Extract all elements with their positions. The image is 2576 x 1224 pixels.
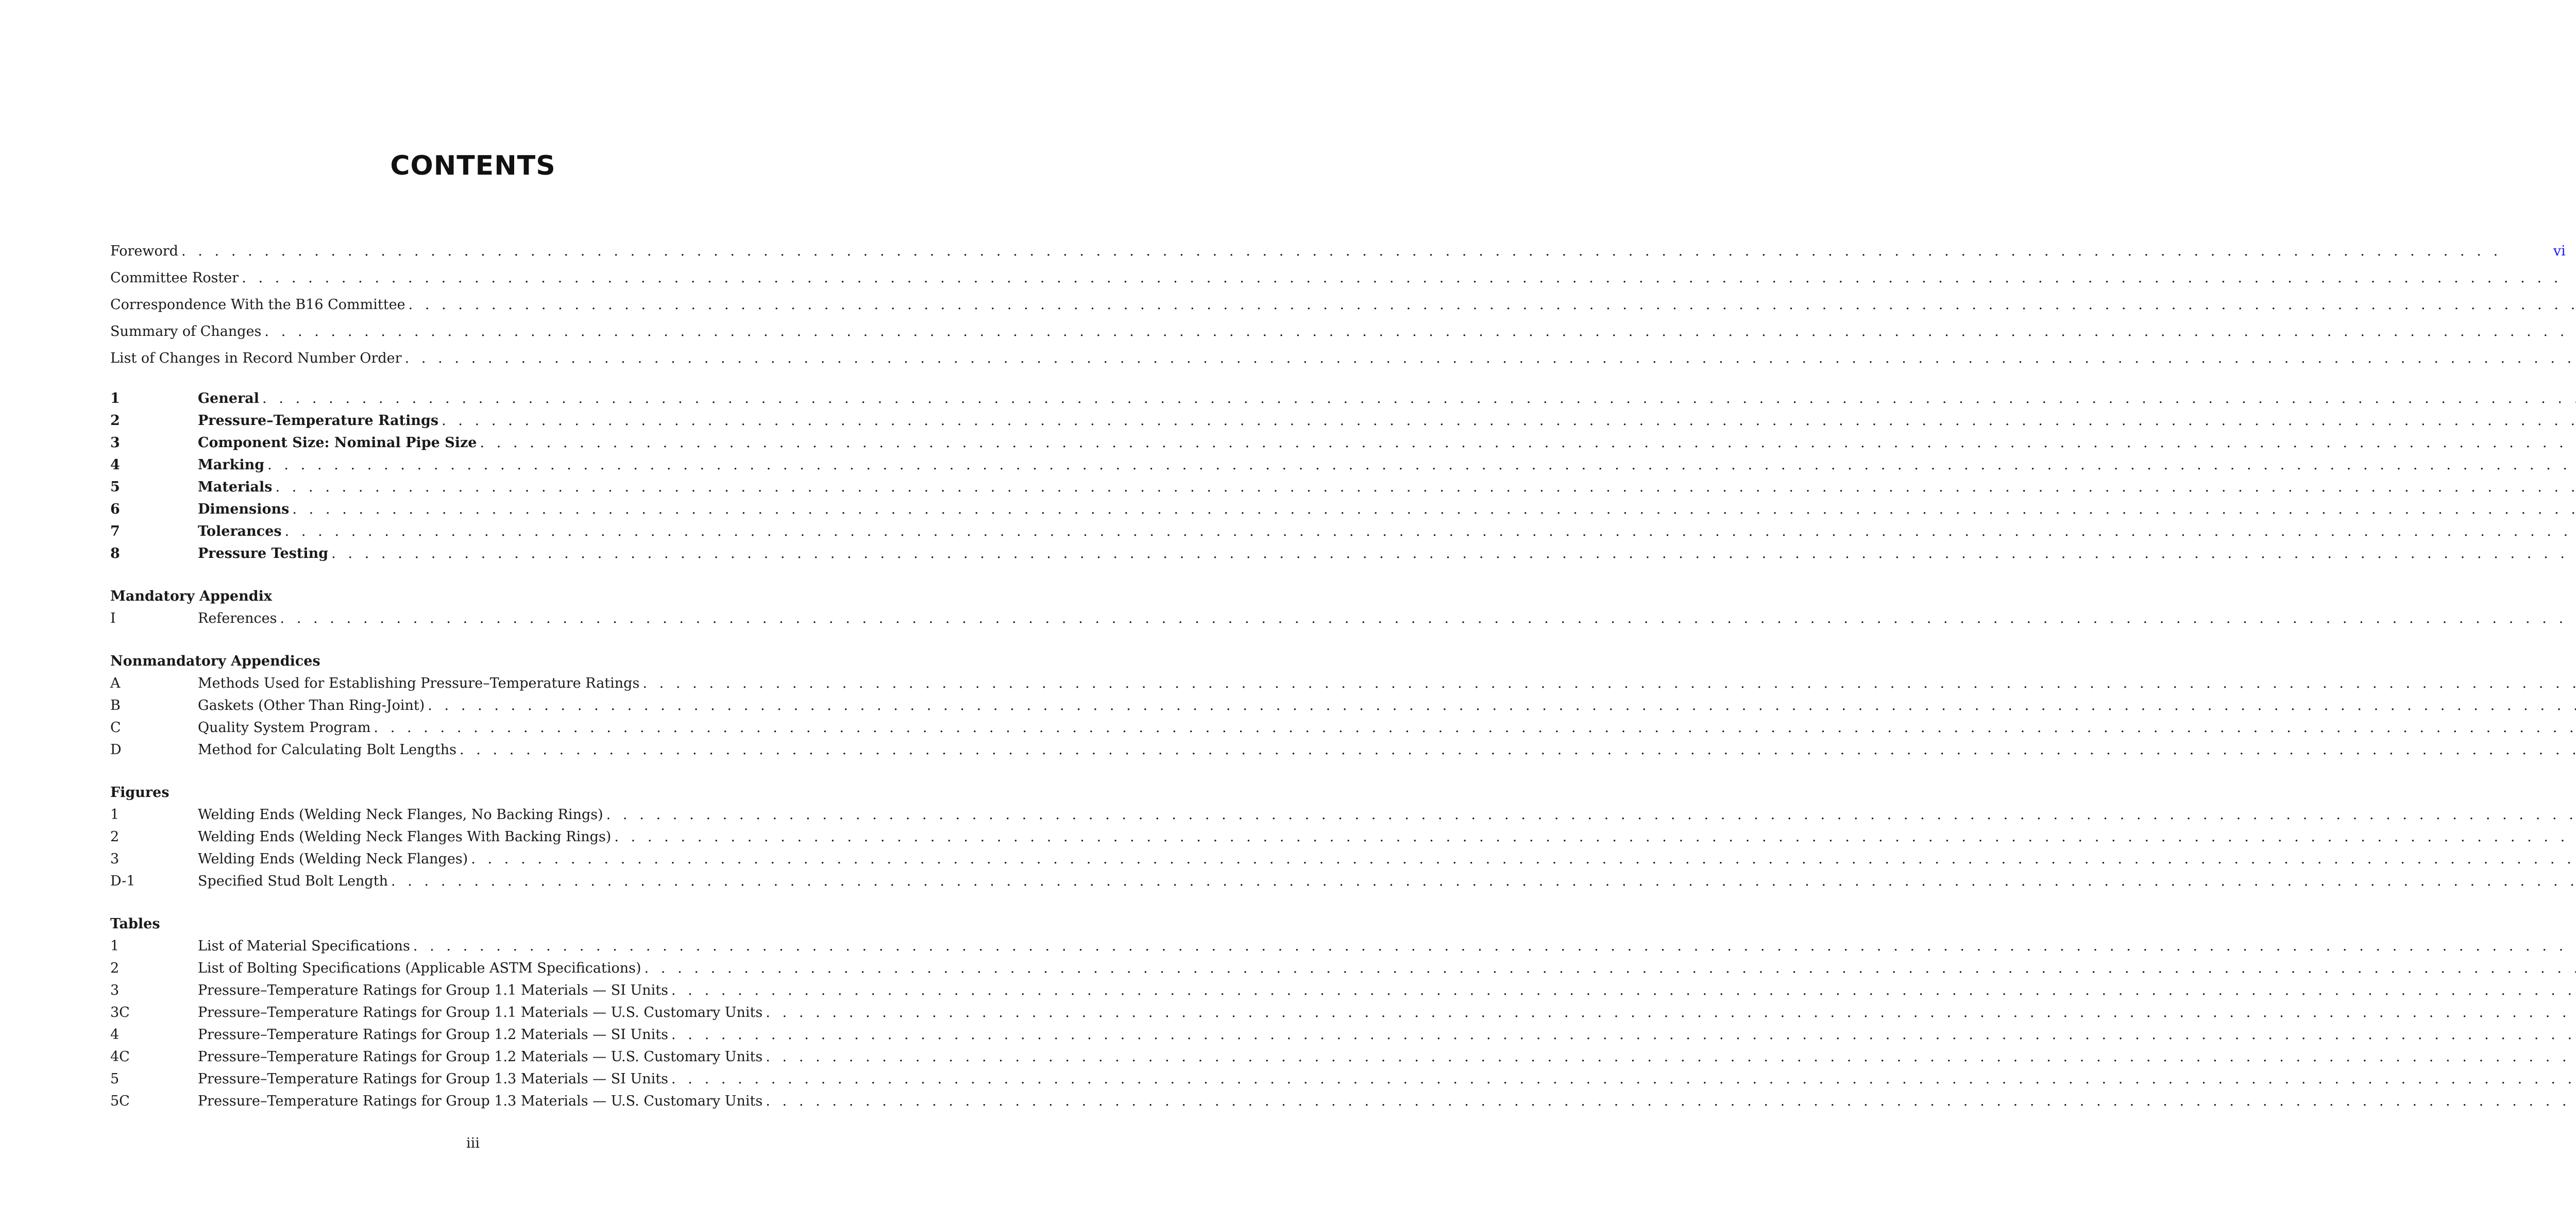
dot-leader [388,870,2576,892]
toc-entry-title: Pressure–Temperature Ratings for Group 1.2 Materials — U.S. Customary Units [198,1049,763,1065]
dot-leader [410,935,2576,957]
dot-leader [641,957,2576,979]
dot-leader [468,848,2576,870]
toc-entry-title: Foreword [110,243,178,259]
toc-entry-title: Pressure–Temperature Ratings for Group 1.1 Materials — U.S. Customary Units [198,1005,763,1021]
toc-entry-title: Committee Roster [110,270,239,286]
spacer [110,565,853,585]
toc-entry-number: 3 [110,982,120,998]
toc-entry-title: Pressure–Temperature Ratings [198,413,439,429]
toc-entry-title: Component Size: Nominal Pipe Size [198,435,477,451]
page-title: CONTENTS [390,150,556,181]
toc-entry-table[interactable] [110,1090,853,1112]
dot-leader [239,265,2562,292]
toc-entry-number: 4 [110,1027,120,1043]
toc-entry-title: Welding Ends (Welding Neck Flanges, No Backing Rings) [198,807,603,823]
chapters-list [110,387,853,565]
toc-entry-title: Materials [198,479,273,495]
toc-entry-chapter[interactable] [110,542,853,565]
toc-entry-table[interactable] [110,1068,853,1090]
dot-leader [668,979,2576,1001]
front-matter-list [110,238,2566,372]
toc-entry-appendix[interactable] [110,672,853,694]
toc-entry-number: 1 [110,807,120,823]
toc-entry-title: Quality System Program [198,720,371,736]
spacer [110,761,853,781]
dot-leader [639,672,2576,694]
toc-entry-table[interactable] [110,1001,853,1024]
toc-entry-table[interactable] [110,957,853,979]
dot-leader [402,345,2576,372]
toc-entry-number: D-1 [110,873,135,889]
dot-leader [259,387,2576,410]
toc-entry-title: Welding Ends (Welding Neck Flanges) [198,851,468,867]
dot-leader [438,410,2576,432]
dot-leader [762,1090,2576,1112]
toc-entry-title: Pressure–Temperature Ratings for Group 1.3 Materials — SI Units [198,1071,668,1087]
toc-entry-title: Pressure–Temperature Ratings for Group 1.3 Materials — U.S. Customary Units [198,1093,763,1109]
toc-entry-number: 3 [110,851,120,867]
toc-entry-title: References [198,610,277,626]
toc-entry-title: Tolerances [198,523,282,539]
dot-leader [762,1046,2576,1068]
toc-entry-number: A [110,675,121,691]
toc-entry-title: Methods Used for Establishing Pressure–Temperature Ratings [198,675,640,691]
toc-entry-number: I [110,610,116,626]
toc-entry-title: Pressure–Temperature Ratings for Group 1.1 Materials — SI Units [198,982,668,998]
toc-entry-title: Pressure Testing [198,546,329,562]
toc-entry-title: Gaskets (Other Than Ring-Joint) [198,698,425,713]
section-heading: Tables [110,916,160,932]
toc-entry-number: 1 [110,938,120,954]
figures-section [110,781,853,892]
toc-entry-figure[interactable] [110,804,853,826]
toc-entry-title: List of Bolting Specifications (Applicable ASTM Specifications) [198,960,641,976]
toc-entry-number: 5 [110,1071,120,1087]
toc-page-link[interactable]: vi [2553,243,2566,259]
toc-entry-title: List of Changes in Record Number Order [110,350,402,366]
toc-entry-chapter[interactable] [110,410,853,432]
toc-entry-number: 8 [110,546,120,562]
toc-entry-list-of-changes[interactable] [110,345,853,372]
dot-leader [477,432,2576,454]
toc-entry-title: Specified Stud Bolt Length [198,873,388,889]
toc-entry-chapter[interactable] [110,387,853,410]
toc-entry-chapter[interactable] [110,498,853,520]
toc-entry-title: Pressure–Temperature Ratings for Group 1.2 Materials — SI Units [198,1027,668,1043]
toc-entry-table[interactable] [110,1046,853,1068]
toc-entry-title: Welding Ends (Welding Neck Flanges With Backing Rings) [198,829,612,845]
mandatory-appendix-section [110,585,853,630]
spacer [110,892,853,913]
toc-entry-appendix[interactable] [110,607,853,630]
toc-entry-number: 7 [110,523,120,539]
toc-entry-number: 3 [110,435,120,451]
toc-entry-number: 3C [110,1005,130,1021]
toc-entry-number: 2 [110,829,120,845]
toc-entry-title: Dimensions [198,501,290,517]
tables-section [110,913,853,1112]
toc-entry-number: 4 [110,457,120,473]
toc-entry-summary-of-changes[interactable] [110,318,853,345]
toc-entry-number: 2 [110,413,120,429]
toc-entry-title: Correspondence With the B16 Committee [110,297,405,313]
dot-leader [264,454,2576,476]
toc-entry-title: Marking [198,457,265,473]
toc-entry-number: B [110,698,121,713]
spacer [110,372,853,387]
toc-entry-number: 6 [110,501,120,517]
dot-leader [762,1001,2576,1024]
toc-entry-title: Summary of Changes [110,324,262,339]
toc-entry-chapter[interactable] [110,454,853,476]
section-heading: Mandatory Appendix [110,588,272,604]
dot-leader [425,694,2576,717]
toc-entry-chapter[interactable] [110,476,853,498]
toc-entry-number: C [110,720,121,736]
toc-entry-appendix[interactable] [110,739,853,761]
dot-leader [370,717,2576,739]
toc-entry-figure[interactable] [110,826,853,848]
section-heading: Nonmandatory Appendices [110,653,320,669]
dot-leader [261,318,2576,345]
toc-entry-number: 2 [110,960,120,976]
section-heading: Figures [110,785,170,801]
toc-entry-number: 5 [110,479,120,495]
page-number: iii [466,1135,480,1151]
toc-entry-title: List of Material Specifications [198,938,410,954]
toc-entry-appendix[interactable] [110,717,853,739]
toc-entry-figure[interactable] [110,848,853,870]
toc-entry-foreword[interactable] [110,238,2566,265]
dot-leader [328,542,2576,565]
table-of-contents [110,238,2566,1112]
dot-leader [603,804,2576,826]
dot-leader [178,238,2502,265]
toc-entry-table[interactable] [110,1024,853,1046]
dot-leader [668,1024,2576,1046]
dot-leader [405,292,2576,318]
dot-leader [272,476,2576,498]
toc-entry-table[interactable] [110,979,853,1001]
toc-entry-number: D [110,742,122,758]
dot-leader [668,1068,2576,1090]
toc-entry-table[interactable] [110,935,853,957]
dot-leader [289,498,2576,520]
toc-entry-chapter[interactable] [110,432,853,454]
dot-leader [277,607,2576,630]
toc-entry-figure[interactable] [110,870,853,892]
toc-entry-number: 4C [110,1049,130,1065]
dot-leader [611,826,2576,848]
toc-entry-title: Method for Calculating Bolt Lengths [198,742,456,758]
dot-leader [282,520,2576,542]
spacer [110,630,853,650]
nonmandatory-appendices-section [110,650,853,761]
toc-entry-number: 1 [110,390,120,406]
toc-entry-committee-roster[interactable] [110,265,853,292]
toc-entry-correspondence[interactable] [110,292,853,318]
toc-entry-number: 5C [110,1093,130,1109]
dot-leader [456,739,2576,761]
toc-entry-chapter[interactable] [110,520,853,542]
toc-entry-appendix[interactable] [110,694,853,717]
toc-entry-title: General [198,390,260,406]
